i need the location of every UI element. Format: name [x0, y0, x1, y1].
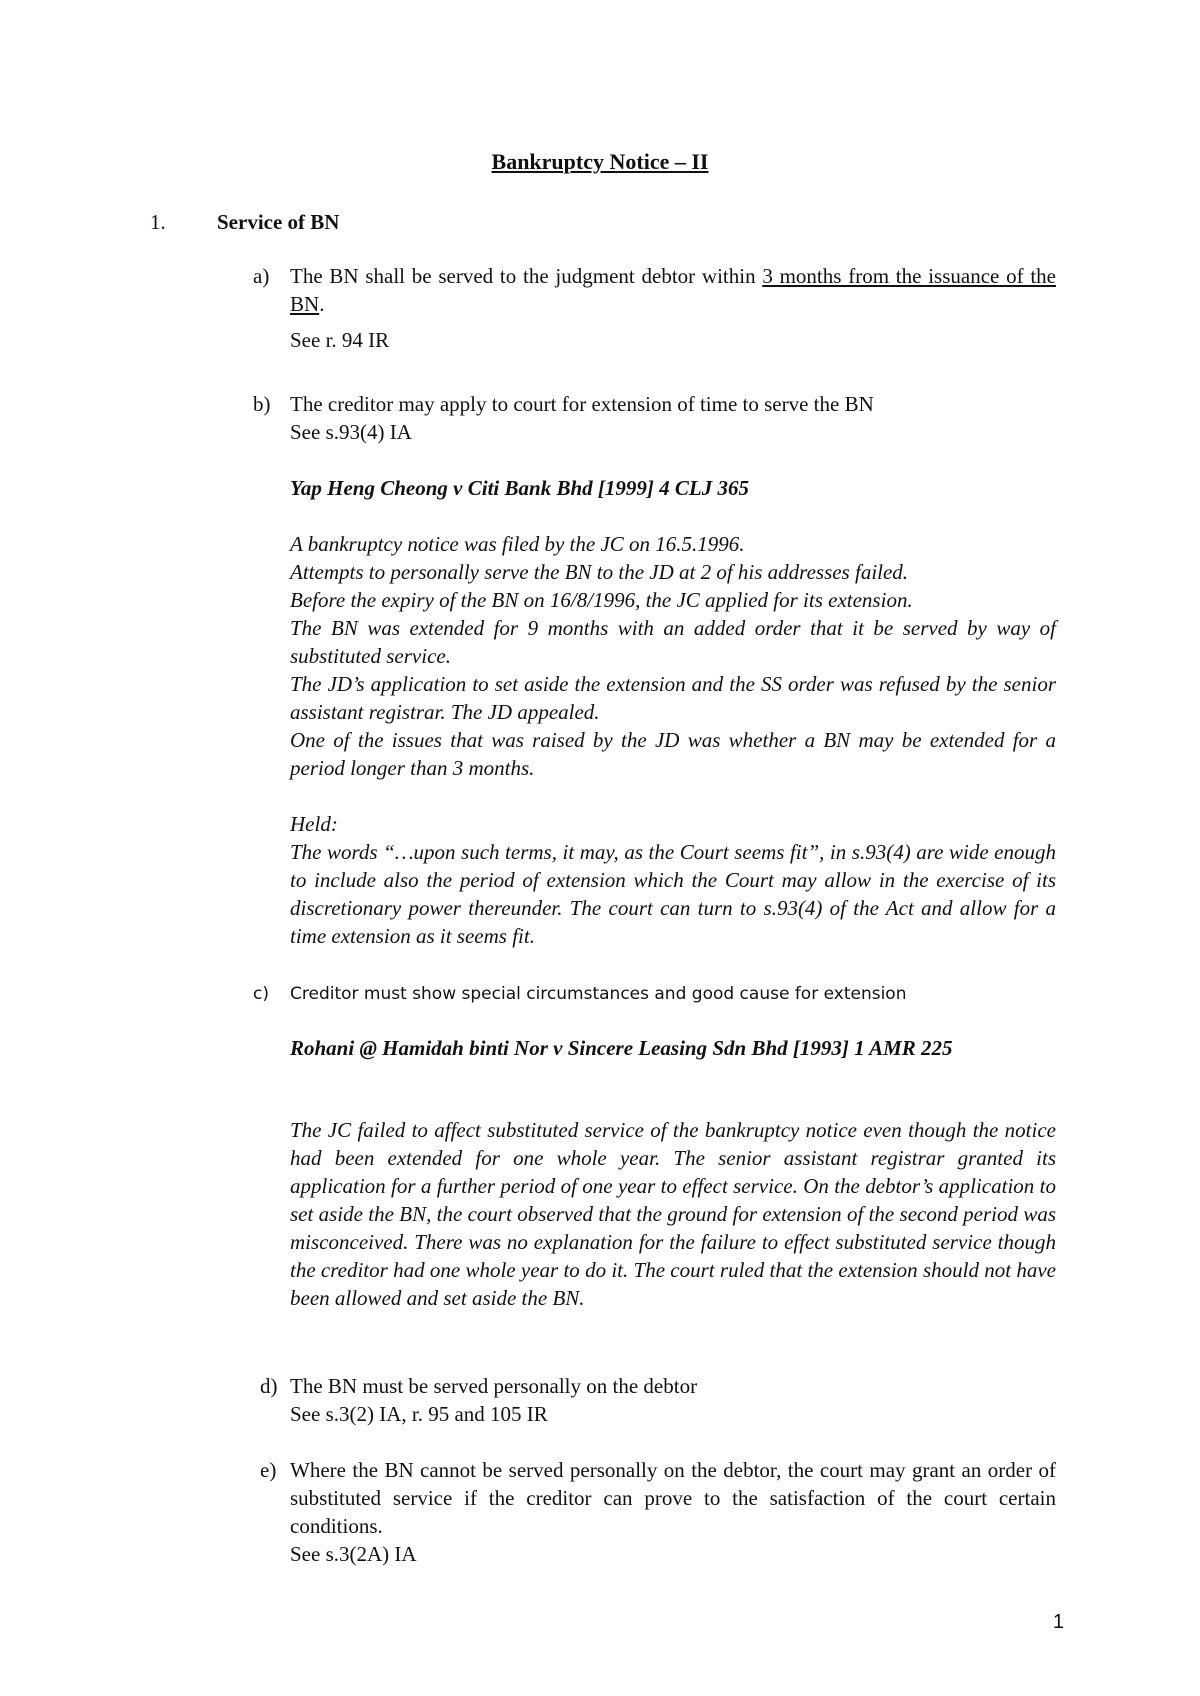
item-c-text: Creditor must show special circumstances and good cause for extension — [290, 984, 907, 1004]
item-a-text-before: The BN shall be served to the judgment debtor within — [290, 264, 763, 288]
item-a-text-after: . — [319, 292, 325, 316]
case-text-rohani: The JC failed to affect substituted service of the bankruptcy notice even though the notice had been extended for one whole year. The senior assistant registrar granted its application for a further period of one year to effect service. On the debtor’s application to set aside the BN, the court observed that the ground for extension of the second period was misconceived. There was no explanation for the failure to effect substituted service though the creditor had one whole year to do it. The court ruled that the extension should not have been allowed and set aside the BN. — [290, 1118, 1056, 1310]
case-title-yap: Yap Heng Cheong v Citi Bank Bhd [1999] 4 CLJ 365 — [290, 476, 749, 500]
item-e-reference: See s.3(2A) IA — [290, 1542, 417, 1566]
item-d-reference: See s.3(2) IA, r. 95 and 105 IR — [290, 1402, 548, 1426]
item-e-text: Where the BN cannot be served personally on the debtor, the court may grant an order of substituted service if the creditor can prove to the satisfaction of the court certain conditions. — [290, 1458, 1056, 1538]
item-a-text — [290, 262, 1056, 318]
case-fact: The JD’s application to set aside the extension and the SS order was refused by the senior assistant registrar. The JD appealed. — [290, 672, 1056, 724]
item-d-text: The BN must be served personally on the debtor — [290, 1374, 698, 1398]
item-d-marker: d) — [260, 1374, 278, 1398]
item-a-reference: See r. 94 IR — [290, 328, 390, 352]
case-fact: Attempts to personally serve the BN to the JD at 2 of his addresses failed. — [290, 560, 909, 584]
item-a-underlined: 3 months from the issuance of the BN — [290, 264, 1057, 316]
item-b-text: The creditor may apply to court for extension of time to serve the BN — [290, 392, 874, 416]
page-number: 1 — [1052, 1611, 1064, 1633]
item-b-marker: b) — [253, 392, 271, 416]
item-a-marker: a) — [253, 264, 270, 288]
held-text: The words “…upon such terms, it may, as the Court seems fit”, in s.93(4) are wide enough to include also the period of extension which the Court may allow in the exercise of its discretionary power thereunder. The court can turn to s.93(4) of the Act and allow for a time extension as it seems fit. — [290, 840, 1056, 948]
item-b-reference: See s.93(4) IA — [290, 420, 412, 444]
held-label: Held: — [290, 812, 338, 836]
section-heading: Service of BN — [217, 210, 340, 234]
case-fact: A bankruptcy notice was filed by the JC on 16.5.1996. — [290, 532, 745, 556]
case-fact: Before the expiry of the BN on 16/8/1996, the JC applied for its extension. — [290, 588, 913, 612]
document-title: Bankruptcy Notice – II — [491, 149, 709, 174]
case-fact: One of the issues that was raised by the JD was whether a BN may be extended for a period longer than 3 months. — [290, 728, 1056, 780]
case-title-rohani: Rohani @ Hamidah binti Nor v Sincere Leasing Sdn Bhd [1993] 1 AMR 225 — [290, 1036, 953, 1060]
item-e-marker: e) — [260, 1458, 277, 1482]
item-c-marker: c) — [253, 984, 269, 1004]
case-facts-yap — [290, 530, 1056, 782]
section-number: 1. — [150, 210, 166, 234]
case-fact: The BN was extended for 9 months with an added order that it be served by way of substituted service. — [290, 616, 1056, 668]
